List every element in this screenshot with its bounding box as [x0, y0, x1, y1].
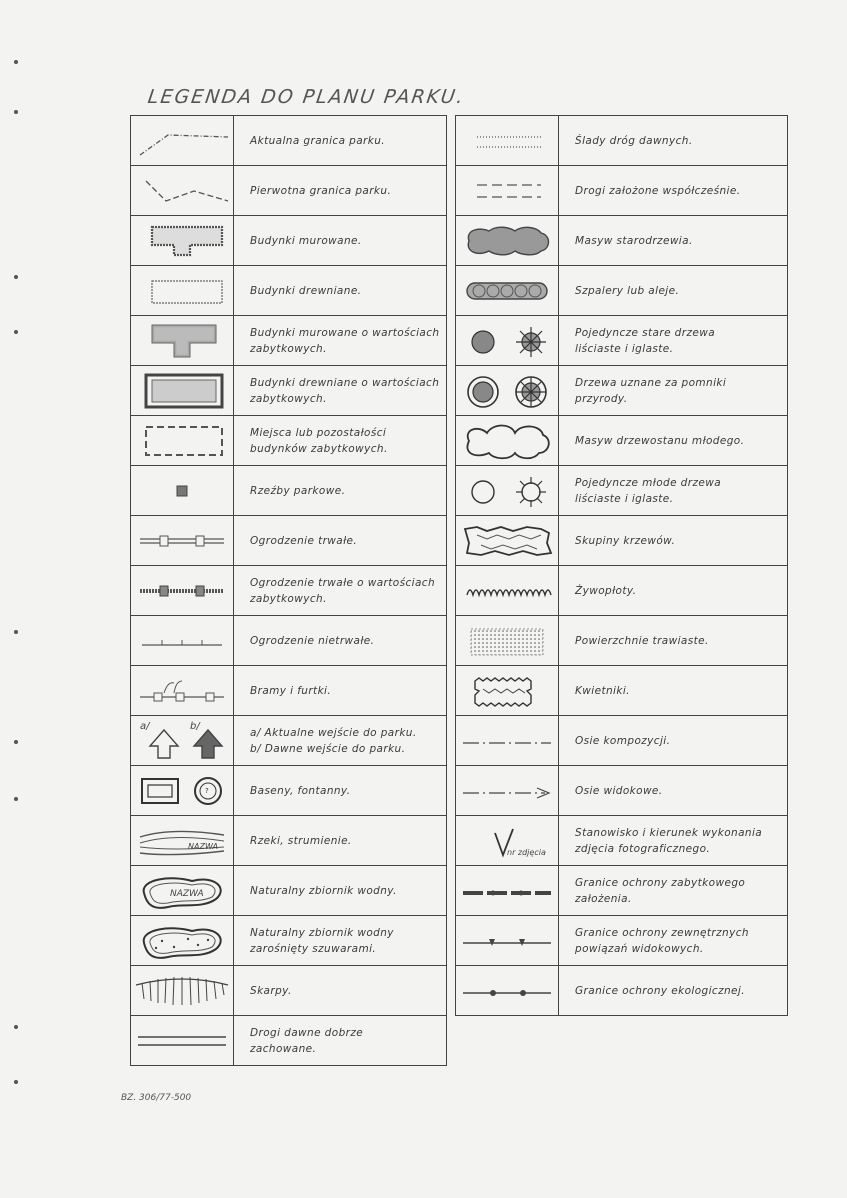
legend-row [131, 816, 447, 866]
legend-label: Masyw drzewostanu młodego. [559, 416, 788, 466]
legend-label: Budynki murowane o wartościach zabytkowych. [234, 316, 447, 366]
binding-hole-mark [14, 330, 18, 334]
river-icon [131, 816, 234, 866]
legend-row [456, 216, 788, 266]
legend-label: Granice ochrony zabytkowego założenia. [559, 866, 788, 916]
ecological-protection-border-icon [456, 966, 559, 1016]
legend-label: Budynki drewniane. [234, 266, 447, 316]
svg-text:a/: a/ [140, 720, 150, 732]
legend-row [456, 516, 788, 566]
pond-icon [131, 866, 234, 916]
legend-row [456, 816, 788, 866]
legend-row [131, 666, 447, 716]
young-tree-mass-icon [456, 416, 559, 466]
gate-icon [131, 666, 234, 716]
legend-row [131, 466, 447, 516]
legend-table-right [455, 115, 788, 1016]
legend-label: a/ Aktualne wejście do parku. b/ Dawne wejście do parku. [234, 716, 447, 766]
legend-row [131, 716, 447, 766]
legend-label: Rzeki, strumienie. [234, 816, 447, 866]
legend-row [131, 866, 447, 916]
pool-fountain-icon [131, 766, 234, 816]
legend-row [131, 966, 447, 1016]
legend-label: Szpalery lub aleje. [559, 266, 788, 316]
legend-row [456, 116, 788, 166]
legend-label: Ogrodzenie nietrwałe. [234, 616, 447, 666]
legend-row [456, 316, 788, 366]
current-park-border-icon [131, 116, 234, 166]
binding-hole-mark [14, 60, 18, 64]
former-road-traces-icon [456, 116, 559, 166]
legend-label: Granice ochrony ekologicznej. [559, 966, 788, 1016]
legend-label: Rzeźby parkowe. [234, 466, 447, 516]
composition-axis-icon [456, 716, 559, 766]
historic-masonry-building-icon [131, 316, 234, 366]
park-sculpture-icon [131, 466, 234, 516]
svg-text:NAZWA: NAZWA [170, 888, 204, 899]
legend-row [131, 766, 447, 816]
legend-row [131, 216, 447, 266]
legend-row [131, 366, 447, 416]
legend-label: Osie kompozycji. [559, 716, 788, 766]
natural-monument-trees-icon [456, 366, 559, 416]
masonry-building-icon [131, 216, 234, 266]
legend-row [131, 116, 447, 166]
legend-row [131, 616, 447, 666]
legend-label: Masyw starodrzewia. [559, 216, 788, 266]
legend-row [456, 616, 788, 666]
legend-label: Pojedyncze stare drzewa liściaste i iglaste. [559, 316, 788, 366]
legend-label: Budynki murowane. [234, 216, 447, 266]
legend-row [131, 916, 447, 966]
svg-text:?: ? [205, 786, 209, 795]
legend-label: Budynki drewniane o wartościach zabytkowych. [234, 366, 447, 416]
legend-row [456, 866, 788, 916]
binding-hole-mark [14, 630, 18, 634]
legend-row [131, 166, 447, 216]
binding-hole-mark [14, 1080, 18, 1084]
overgrown-pond-icon [131, 916, 234, 966]
binding-hole-mark [14, 275, 18, 279]
legend-row [131, 566, 447, 616]
legend-row [456, 566, 788, 616]
lawn-icon [456, 616, 559, 666]
legend-label: Ślady dróg dawnych. [559, 116, 788, 166]
svg-text:b/: b/ [190, 720, 200, 732]
legend-label: Baseny, fontanny. [234, 766, 447, 816]
legend-row [131, 1016, 447, 1066]
legend-table-left [130, 115, 447, 1066]
legend-label: Pierwotna granica parku. [234, 166, 447, 216]
shrub-groups-icon [456, 516, 559, 566]
svg-text:nr zdjęcia: nr zdjęcia [507, 847, 546, 857]
legend-row [456, 166, 788, 216]
legend-label: Drogi założone współcześnie. [559, 166, 788, 216]
single-old-trees-icon [456, 316, 559, 366]
legend-title: LEGENDA DO PLANU PARKU. [146, 86, 467, 108]
flowerbed-icon [456, 666, 559, 716]
building-remains-icon [131, 416, 234, 466]
legend-row [131, 416, 447, 466]
legend-label: Skarpy. [234, 966, 447, 1016]
tree-rows-icon [456, 266, 559, 316]
preserved-road-icon [131, 1016, 234, 1066]
legend-label: Naturalny zbiornik wodny zarośnięty szuwarami. [234, 916, 447, 966]
legend-row [131, 266, 447, 316]
legend-row [131, 516, 447, 566]
binding-hole-mark [14, 1025, 18, 1029]
temporary-fence-icon [131, 616, 234, 666]
hedge-icon [456, 566, 559, 616]
legend-row [456, 666, 788, 716]
legend-row [456, 416, 788, 466]
legend-label: Kwietniki. [559, 666, 788, 716]
legend-row [456, 716, 788, 766]
legend-label: Aktualna granica parku. [234, 116, 447, 166]
single-young-trees-icon [456, 466, 559, 516]
legend-label: Bramy i furtki. [234, 666, 447, 716]
legend-label: Powierzchnie trawiaste. [559, 616, 788, 666]
original-park-border-icon [131, 166, 234, 216]
binding-hole-mark [14, 797, 18, 801]
legend-label: Ogrodzenie trwałe o wartościach zabytkowych. [234, 566, 447, 616]
legend-row [456, 916, 788, 966]
binding-hole-mark [14, 110, 18, 114]
entrance-arrows-icon [131, 716, 234, 766]
historic-fence-icon [131, 566, 234, 616]
legend-label: Pojedyncze młode drzewa liściaste i iglaste. [559, 466, 788, 516]
photo-viewpoint-icon [456, 816, 559, 866]
legend-row [456, 966, 788, 1016]
legend-label: Ogrodzenie trwałe. [234, 516, 447, 566]
old-tree-mass-icon [456, 216, 559, 266]
legend-row [131, 316, 447, 366]
escarpment-icon [131, 966, 234, 1016]
view-protection-border-icon [456, 916, 559, 966]
legend-label: Miejsca lub pozostałości budynków zabytkowych. [234, 416, 447, 466]
legend-row [456, 466, 788, 516]
wooden-building-icon [131, 266, 234, 316]
binding-hole-mark [14, 740, 18, 744]
legend-label: Drzewa uznane za pomniki przyrody. [559, 366, 788, 416]
view-axis-icon [456, 766, 559, 816]
legend-row [456, 366, 788, 416]
legend-row [456, 766, 788, 816]
legend-label: Stanowisko i kierunek wykonania zdjęcia fotograficznego. [559, 816, 788, 866]
modern-road-icon [456, 166, 559, 216]
footer-code: BZ. 306/77-500 [121, 1093, 192, 1103]
historic-wooden-building-icon [131, 366, 234, 416]
legend-label: Osie widokowe. [559, 766, 788, 816]
legend-label: Żywopłoty. [559, 566, 788, 616]
svg-text:NAZWA: NAZWA [188, 841, 218, 851]
legend-label: Granice ochrony zewnętrznych powiązań widokowych. [559, 916, 788, 966]
permanent-fence-icon [131, 516, 234, 566]
legend-row [456, 266, 788, 316]
legend-label: Naturalny zbiornik wodny. [234, 866, 447, 916]
monument-protection-border-icon [456, 866, 559, 916]
legend-label: Skupiny krzewów. [559, 516, 788, 566]
legend-label: Drogi dawne dobrze zachowane. [234, 1016, 447, 1066]
